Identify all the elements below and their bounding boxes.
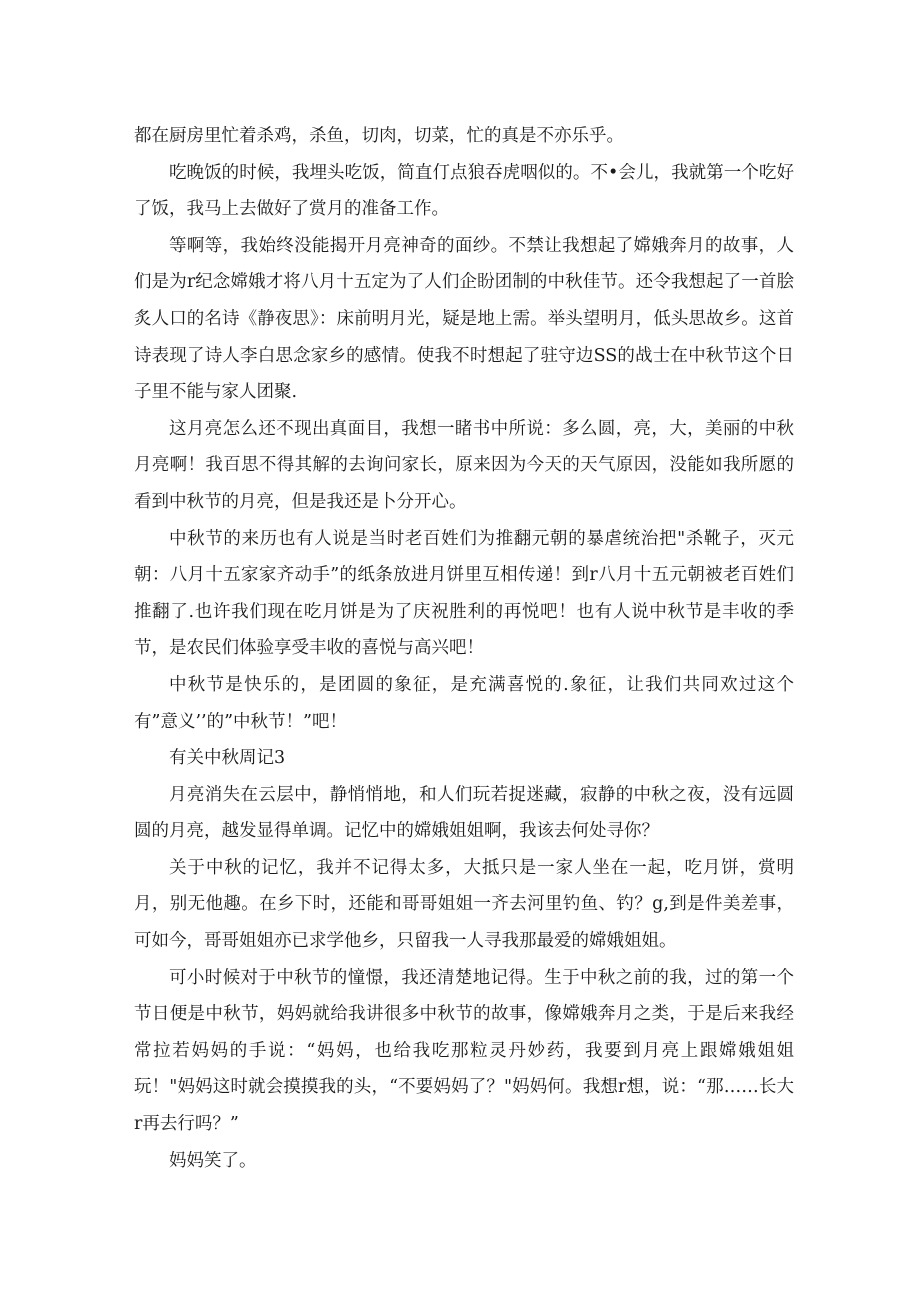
section-paragraph-2: 关于中秋的记忆，我并不记得太多，大抵只是一家人坐在一起，吃月饼，赏明月，别无他趣。在乡下时，还能和哥哥姐姐一齐去河里钓鱼、钓？g,到是件美差事，可如今，哥哥姐姐亦已求学他乡，只留我一人寻我那最爱的嫦娥姐姐。 — [134, 857, 794, 952]
paragraph-1: 都在厨房里忙着杀鸡，杀鱼，切肉，切菜，忙的真是不亦乐乎。 — [134, 126, 624, 146]
section-paragraph-4: 妈妈笑了。 — [169, 1150, 257, 1171]
paragraph-6: 中秋节是快乐的，是团圆的象征，是充满喜悦的.象征，让我们共同欢过这个有”意义’’的”中秋节！”吧！ — [134, 674, 794, 732]
document-body — [134, 118, 794, 1179]
paragraph-4: 这月亮怎么还不现出真面目，我想一睹书中所说：多么圆，亮，大，美丽的中秋月亮啊！我百思不得其解的去询问家长，原来因为今天的天气原因，没能如我所愿的看到中秋节的月亮，但是我还是卜分开心。 — [134, 418, 794, 512]
section-title: 有关中秋周记3 — [169, 748, 286, 769]
paragraph-3: 等啊等，我始终没能揭开月亮神奇的面纱。不禁让我想起了嫦娥奔月的故事，人们是为r纪念嫦娥才将八月十五定为了人们企盼团制的中秋佳节。还令我想起了一首脍炙人口的名诗《静夜思》：床前明月光，疑是地上需。举头望明月，低头思故乡。这首诗表现了诗人李白思念家乡的感情。使我不时想起了驻守边SS的战士在中秋节这个日子里不能与家人团聚. — [134, 235, 794, 403]
paragraph-2: 吃晚饭的时候，我埋头吃饭，简直仃点狼吞虎咽似的。不•会儿，我就第一个吃好了饭，我马上去做好了赏月的准备工作。 — [134, 162, 794, 220]
paragraph-5: 中秋节的来历也有人说是当时老百姓们为推翻元朝的暴虐统治把"杀靴子，灭元朝：八月十五家家齐动手”的纸条放进月饼里互相传递！到r八月十五元朝被老百姓们推翻了.也许我们现在吃月饼是为了庆祝胜利的再悦吧！也有人说中秋节是丰收的季节，是农民们体验享受丰收的喜悦与高兴吧！ — [134, 528, 794, 659]
section-paragraph-1: 月亮消失在云层中，静悄悄地，和人们玩若捉迷藏，寂静的中秋之夜，没有远圆圆的月亮，越发显得单调。记忆中的嫦娥姐姐啊，我该去何处寻你？ — [134, 784, 794, 842]
section-paragraph-3: 可小时候对于中秋节的憧憬，我还清楚地记得。生于中秋之前的我，过的第一个节日便是中秋节，妈妈就给我讲很多中秋节的故事，像嫦娥奔月之类，于是后来我经常拉若妈妈的手说：“妈妈，也给我吃那粒灵丹妙药，我要到月亮上跟嫦娥姐姐玩！"妈妈这时就会摸摸我的头，“不要妈妈了？"妈妈何。我想r想，说：“那……长大r再去行吗？” — [134, 967, 794, 1135]
